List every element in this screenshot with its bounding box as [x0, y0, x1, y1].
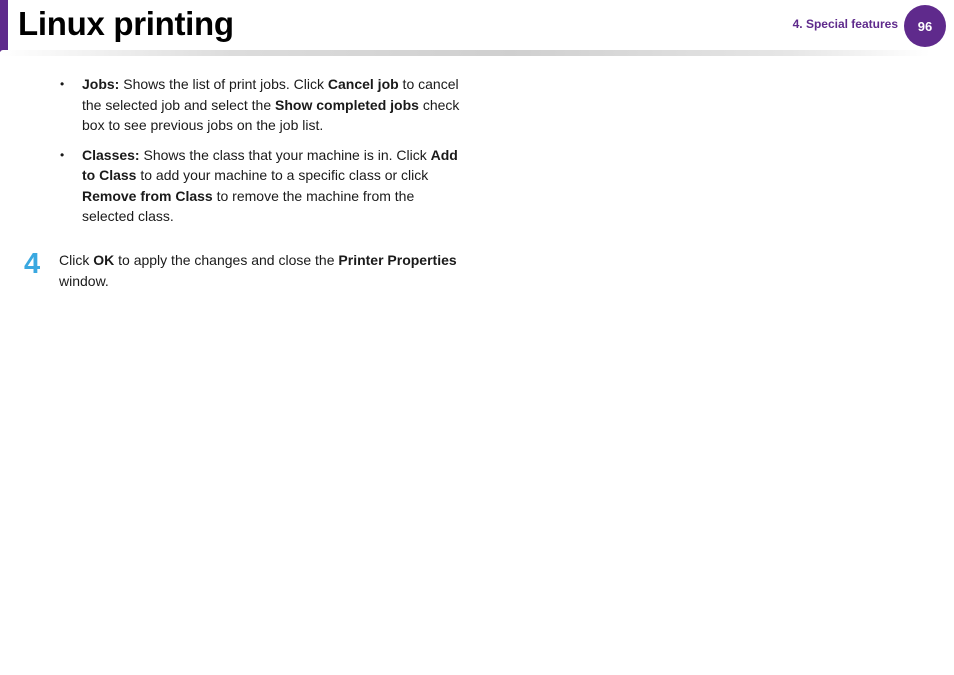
- add-to-class-term: Add to Class: [82, 146, 458, 183]
- option-bullet-list: [58, 74, 468, 236]
- bullet-label: Jobs:: [82, 76, 120, 92]
- bullet-text: to remove the machine from the selected class.: [82, 187, 415, 224]
- step-text-part: window.: [59, 272, 109, 289]
- step-text-part: to apply the changes and close the: [114, 252, 339, 268]
- bullet-text: Shows the class that your machine is in. Click: [139, 146, 431, 163]
- step-number: 4: [24, 248, 41, 280]
- cancel-job-term: Cancel job: [327, 76, 399, 92]
- bullet-text: Shows the list of print jobs. Click: [119, 76, 328, 92]
- page-title: Linux printing: [18, 5, 234, 42]
- show-completed-jobs-term: Show completed jobs: [275, 96, 419, 113]
- bullet-item-classes: [58, 145, 468, 227]
- bullet-label: Classes:: [82, 146, 140, 163]
- bullet-dot-icon: •: [60, 77, 65, 91]
- bullet-text: to add your machine to a specific class or click: [136, 167, 429, 183]
- bullet-item-jobs: [58, 74, 468, 136]
- bullet-text: check box to see previous jobs on the job list.: [82, 96, 460, 133]
- bullet-text: to cancel the selected job and select the: [82, 76, 459, 113]
- step-text-part: Click: [59, 252, 94, 268]
- bullet-dot-icon: •: [60, 147, 65, 162]
- page-number-badge: 96: [904, 5, 946, 47]
- title-accent-bar: [0, 0, 8, 52]
- header-divider: [0, 50, 930, 56]
- remove-from-class-term: Remove from Class: [82, 187, 213, 204]
- printer-properties-term: Printer Properties: [338, 252, 457, 268]
- step-text: [59, 250, 459, 291]
- section-label: 4. Special features: [792, 17, 898, 31]
- ok-term: OK: [93, 252, 115, 268]
